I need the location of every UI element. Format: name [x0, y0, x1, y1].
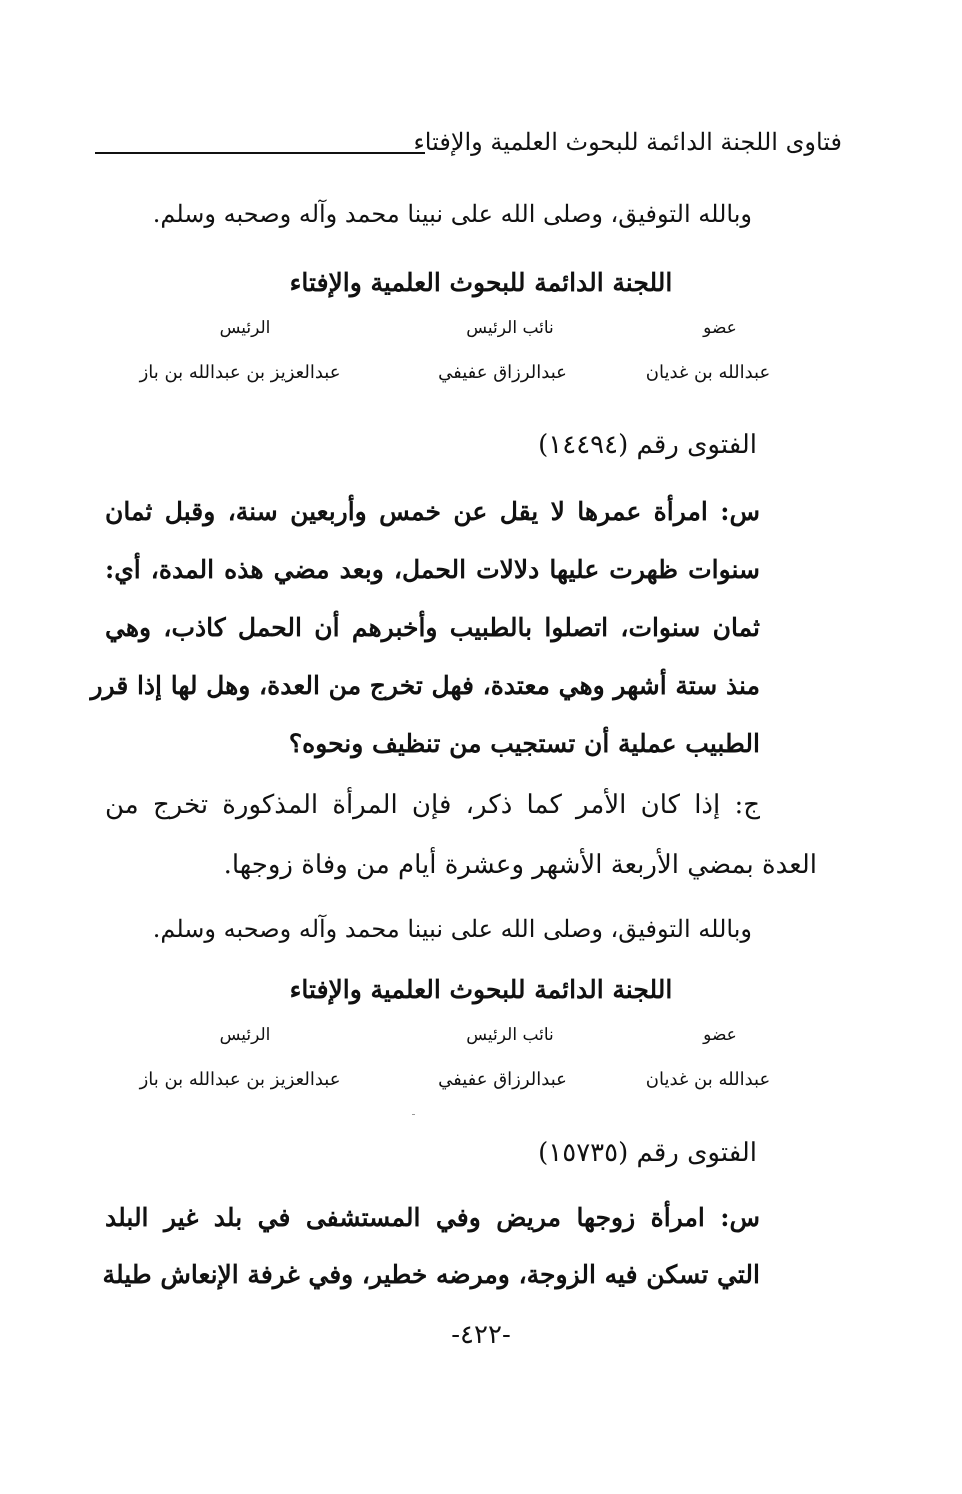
question-line: س: امرأة عمرها لا يقل عن خمس وأربعين سنة، وقبل ثمان	[105, 497, 760, 526]
question-line: التي تسكن فيه الزوجة، ومرضه خطير، وفي غرفة الإنعاش طيلة	[102, 1260, 760, 1289]
question-line: س: امرأة زوجها مريض وفي المستشفى في بلد غير البلد	[105, 1203, 760, 1232]
signatory-role-vice-president: نائب الرئيس	[466, 1025, 554, 1045]
signatory-role-member: عضو	[703, 1025, 737, 1045]
question-line: ثمان سنوات، اتصلوا بالطبيب وأخبرهم أن الحمل كاذب، وهي	[105, 613, 760, 642]
signatory-name-vice-president: عبدالرزاق عفيفي	[438, 1069, 567, 1090]
signatory-role-president: الرئيس	[219, 318, 271, 338]
answer-line: العدة بمضي الأربعة الأشهر وعشرة أيام من وفاة زوجها.	[223, 850, 817, 880]
fatwa-number: الفتوى رقم (١٥٧٣٥)	[538, 1138, 757, 1168]
question-line: سنوات ظهرت عليها دلالات الحمل، وبعد مضي هذه المدة، أي:	[105, 555, 760, 584]
signatory-role-president: الرئيس	[219, 1025, 271, 1045]
answer-line: ج: إذا كان الأمر كما ذكر، فإن المرأة المذكورة تخرج من	[105, 790, 760, 820]
signatory-name-president: عبدالعزيز بن عبدالله بن باز	[139, 1069, 341, 1090]
signatory-name-member: عبدالله بن غديان	[645, 362, 771, 383]
closing-formula: وبالله التوفيق، وصلى الله على نبينا محمد وآله وصحبه وسلم.	[152, 915, 752, 943]
committee-title: اللجنة الدائمة للبحوث العلمية والإفتاء	[289, 975, 673, 1004]
page-number: -٤٢٢-	[451, 1320, 511, 1350]
closing-formula: وبالله التوفيق، وصلى الله على نبينا محمد وآله وصحبه وسلم.	[152, 200, 752, 228]
running-header: فتاوى اللجنة الدائمة للبحوث العلمية والإفتاء	[413, 128, 842, 156]
scan-mark	[412, 1114, 415, 1115]
signatory-role-vice-president: نائب الرئيس	[466, 318, 554, 338]
fatwa-number: الفتوى رقم (١٤٤٩٤)	[538, 430, 757, 460]
question-line: منذ ستة أشهر وهي معتدة، فهل تخرج من العدة، وهل لها إذا قرر	[90, 671, 760, 700]
committee-title: اللجنة الدائمة للبحوث العلمية والإفتاء	[289, 268, 673, 297]
signatory-name-vice-president: عبدالرزاق عفيفي	[438, 362, 567, 383]
signatory-role-member: عضو	[703, 318, 737, 338]
header-rule	[95, 152, 425, 154]
signatory-name-member: عبدالله بن غديان	[645, 1069, 771, 1090]
question-line: الطبيب عملية أن تستجيب من تنظيف ونحوه؟	[288, 729, 760, 758]
signatory-name-president: عبدالعزيز بن عبدالله بن باز	[139, 362, 341, 383]
